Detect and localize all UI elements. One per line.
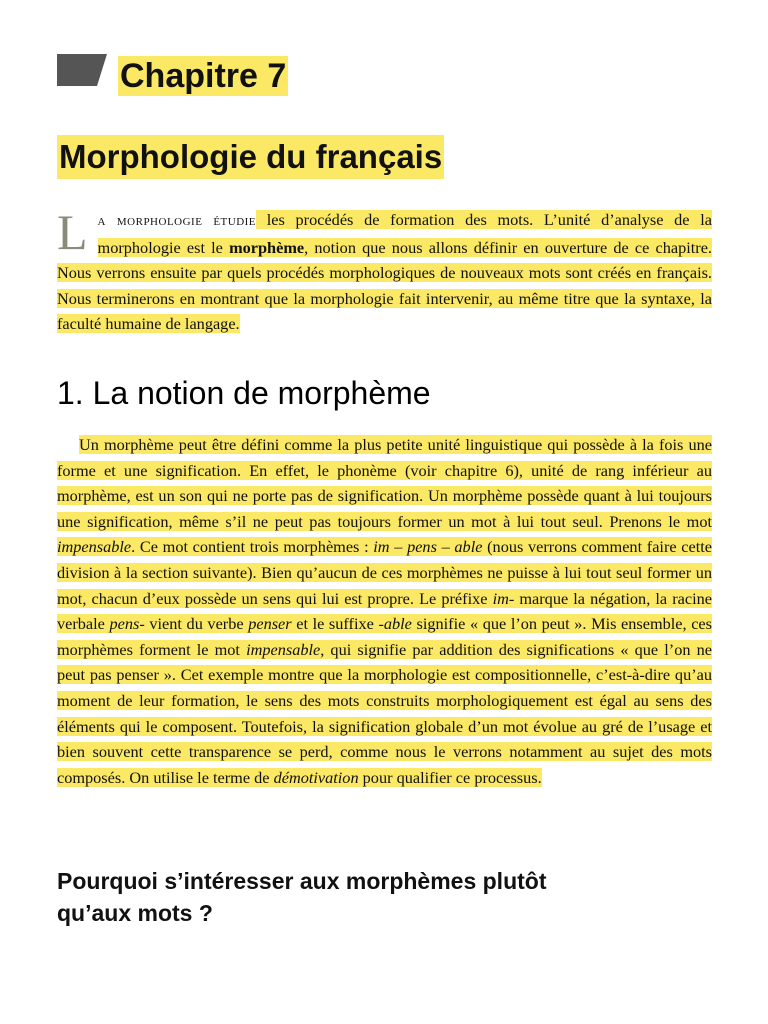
italic-term: impensable (57, 537, 132, 557)
italic-term: démotivation (273, 767, 359, 787)
intro-small-caps: a morphologie étudie (97, 213, 257, 229)
intro-paragraph (57, 204, 712, 337)
subsection-heading: Pourquoi s’intéresser aux morphèmes plutôt qu’aux mots ? (57, 868, 547, 926)
italic-term: im – pens – able (373, 537, 483, 557)
section-text: marque la négation, la racine verbale (57, 588, 712, 634)
italic-term: pens- (109, 614, 145, 634)
section-text: (nous verrons comment faire cette division à la section suivante). Bien qu’aucun de ces morphèmes ne puisse à lui tout seul former un mot, chacun d’eux possède un sens qui lui est propre. Le préfixe (57, 537, 712, 608)
section-heading: 1. La notion de morphème (57, 375, 431, 411)
chapter-label: Chapitre 7 (120, 57, 287, 95)
chapter-marker-icon (57, 54, 107, 86)
section-text: Un morphème peut être défini comme la plus petite unité linguistique qui possède à la fois une forme et une signification. En effet, le phonème (voir chapitre 6), unité de rang inférieur au morphème, est un son qui ne porte pas de signification. Un morphème possède quant à lui toujours une signification, même s’il ne peut pas toujours former un mot à lui tout seul. Prenons le mot (57, 435, 712, 531)
italic-term: impensable (246, 639, 321, 659)
section-paragraph (57, 432, 712, 790)
italic-term: -able (378, 614, 412, 634)
term-morpheme: morphème (229, 237, 305, 257)
section-text: et le suffixe (291, 614, 379, 634)
italic-term: penser (248, 614, 292, 634)
drop-cap: L (57, 204, 88, 260)
section-text: , qui signifie par addition des significations « que l’on ne peut pas penser ». Cet exemple montre que la morphologie est compositionnelle, c’est-à-dire qu’au moment de leur formation, le sens des mots construits morphologiquement est égal au sens des éléments qui le composent. Toutefois, la signification globale d’un mot évolue au gré de l’usage et bien souvent cette transparence se perd, comme nous le verrons notamment au sujet des mots composés. On utilise le terme de (57, 639, 713, 787)
intro-text-1: les procédés de formation des mots. L’unité d’analyse de la morphologie est le (97, 210, 712, 257)
section-text: vient du verbe (144, 614, 249, 634)
section-text: . Ce mot contient trois morphèmes : (131, 537, 374, 557)
section-text: signifie « que l’on peut ». Mis ensemble, ces morphèmes forment le mot (57, 614, 712, 659)
chapter-title: Morphologie du français (57, 135, 444, 179)
italic-term: im- (492, 588, 515, 608)
section-text: pour qualifier ce processus. (358, 767, 542, 787)
intro-text-2: , notion que nous allons définir en ouverture de ce chapitre. Nous verrons ensuite par quels procédés morphologiques de nouveaux mots sont créés en français. Nous terminerons en montrant que la morphologie fait intervenir, au même titre que la syntaxe, la faculté humaine de langage. (57, 237, 712, 334)
